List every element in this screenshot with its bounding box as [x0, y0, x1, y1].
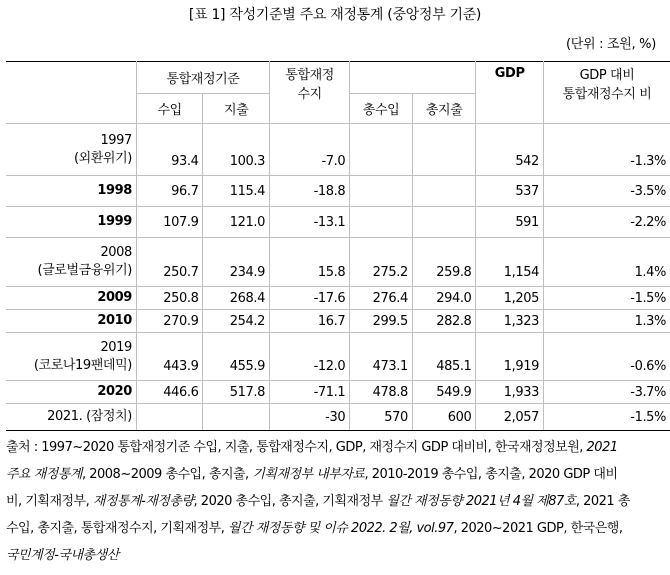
cell-total-expenditure	[412, 207, 476, 238]
source-text: , 2010-2019 총수입, 총지출, 2020 GDP 대비 비, 기획재정부,	[6, 467, 618, 509]
year-cell	[6, 176, 136, 207]
cell-gdp: 1,919	[476, 333, 544, 381]
source-title-italic: 월간 재정동향 및 이슈 2022. 2월, vol.97	[228, 521, 454, 536]
table-row	[6, 176, 670, 207]
cell-ratio: -1.5%	[543, 404, 670, 431]
year-sublabel: (글로벌금융위기)	[37, 263, 132, 278]
header-gdp-ratio	[543, 62, 670, 124]
cell-total-revenue	[350, 176, 413, 207]
cell-total-revenue	[350, 124, 413, 176]
source-text: , 2021 총수입, 총지출, 통합재정수지, 기획재정부,	[6, 494, 630, 536]
year-cell	[6, 404, 136, 431]
year-label: 2020	[97, 384, 132, 399]
cell-total-expenditure: 549.9	[412, 381, 476, 404]
table-row	[6, 333, 670, 381]
header-unified-basis: 통합재정기준	[136, 62, 269, 94]
cell-total-revenue: 275.2	[350, 238, 413, 287]
cell-balance: 15.8	[269, 238, 349, 287]
cell-total-revenue: 276.4	[350, 287, 413, 310]
source-text: , 2008~2009 총수입, 총지출,	[81, 467, 253, 482]
cell-gdp: 1,323	[476, 310, 544, 333]
cell-expenditure: 121.0	[203, 207, 270, 238]
source-title-italic: 월간 재정동향 2021년 4월 제87호	[386, 494, 576, 509]
header-revenue: 수입	[136, 94, 203, 124]
cell-ratio: -3.5%	[543, 176, 670, 207]
cell-gdp: 537	[476, 176, 544, 207]
cell-ratio: -1.3%	[543, 124, 670, 176]
header-balance-line1: 통합재정	[285, 68, 334, 83]
source-text: , 2020 총수입, 총지출, 기획재정부	[193, 494, 387, 509]
year-cell	[6, 207, 136, 238]
cell-gdp: 1,205	[476, 287, 544, 310]
year-label: 2009	[97, 290, 132, 305]
source-title-italic: 국민계정-국내총생산	[6, 548, 119, 563]
year-cell	[6, 238, 136, 287]
cell-gdp: 1,933	[476, 381, 544, 404]
year-cell	[6, 310, 136, 333]
header-total-revenue: 총수입	[350, 94, 413, 124]
cell-total-revenue: 473.1	[350, 333, 413, 381]
header-ratio-line1: GDP 대비	[579, 68, 635, 83]
cell-total-revenue: 299.5	[350, 310, 413, 333]
year-cell	[6, 381, 136, 404]
cell-ratio: -0.6%	[543, 333, 670, 381]
year-label: 1999	[97, 214, 132, 229]
year-label: 2019	[100, 339, 132, 355]
cell-ratio: -3.7%	[543, 381, 670, 404]
unit-label: (단위 : 조원, %)	[565, 37, 656, 52]
cell-total-revenue: 478.8	[350, 381, 413, 404]
header-empty-cell	[6, 62, 136, 124]
cell-expenditure: 254.2	[203, 310, 270, 333]
cell-revenue	[136, 404, 203, 431]
table-row	[6, 310, 670, 333]
cell-balance: -12.0	[269, 333, 349, 381]
header-expenditure: 지출	[203, 94, 270, 124]
cell-ratio: 1.4%	[543, 238, 670, 287]
fiscal-statistics-table	[6, 61, 670, 431]
cell-revenue: 443.9	[136, 333, 203, 381]
source-title-italic: 재정통계-재정총량	[92, 494, 194, 509]
cell-revenue: 93.4	[136, 124, 203, 176]
cell-balance: -13.1	[269, 207, 349, 238]
cell-expenditure: 517.8	[203, 381, 270, 404]
source-note	[6, 434, 630, 569]
header-ratio-line2: 통합재정수지 비	[562, 87, 652, 102]
cell-revenue: 96.7	[136, 176, 203, 207]
cell-total-revenue	[350, 207, 413, 238]
year-sublabel: (외환위기)	[73, 150, 132, 166]
cell-balance: -7.0	[269, 124, 349, 176]
year-cell	[6, 124, 136, 176]
table-row	[6, 381, 670, 404]
cell-total-revenue: 570	[350, 404, 413, 431]
cell-expenditure: 234.9	[203, 238, 270, 287]
table-body	[6, 124, 670, 431]
cell-total-expenditure: 485.1	[412, 333, 476, 381]
cell-gdp: 2,057	[476, 404, 544, 431]
cell-expenditure: 115.4	[203, 176, 270, 207]
year-label: 1997	[100, 132, 132, 148]
cell-gdp: 542	[476, 124, 544, 176]
cell-total-expenditure: 282.8	[412, 310, 476, 333]
table-row	[6, 124, 670, 176]
table-row	[6, 238, 670, 287]
cell-revenue: 107.9	[136, 207, 203, 238]
year-label: 2021. (잠정치)	[47, 409, 132, 424]
cell-gdp: 1,154	[476, 238, 544, 287]
header-total-expenditure: 총지출	[412, 94, 476, 124]
table-row	[6, 287, 670, 310]
year-cell	[6, 287, 136, 310]
cell-balance: -18.8	[269, 176, 349, 207]
cell-balance: -17.6	[269, 287, 349, 310]
year-label: 2010	[97, 313, 132, 328]
table-row	[6, 404, 670, 431]
year-label: 1998	[97, 183, 132, 198]
cell-revenue: 270.9	[136, 310, 203, 333]
year-label: 2008	[100, 245, 132, 260]
source-text: 출처 : 1997~2020 통합재정기준 수입, 지출, 통합재정수지, GDP, 재정수지 GDP 대비비, 한국재정정보원,	[6, 440, 587, 455]
cell-total-expenditure: 600	[412, 404, 476, 431]
cell-expenditure	[203, 404, 270, 431]
year-cell	[6, 333, 136, 381]
cell-expenditure: 268.4	[203, 287, 270, 310]
cell-ratio: 1.3%	[543, 310, 670, 333]
source-text: , 2020~2021 GDP, 한국은행,	[453, 521, 623, 536]
cell-ratio: -1.5%	[543, 287, 670, 310]
cell-balance: 16.7	[269, 310, 349, 333]
cell-ratio: -2.2%	[543, 207, 670, 238]
cell-total-expenditure	[412, 124, 476, 176]
cell-total-expenditure: 259.8	[412, 238, 476, 287]
cell-expenditure: 100.3	[203, 124, 270, 176]
header-balance-line2: 수지	[297, 87, 322, 102]
header-empty-cell	[350, 62, 476, 94]
cell-total-expenditure	[412, 176, 476, 207]
cell-gdp: 591	[476, 207, 544, 238]
table-title: [표 1] 작성기준별 주요 재정통계 (중앙정부 기준)	[188, 7, 482, 23]
source-title-italic: 기획재정부 내부자료	[252, 467, 365, 482]
cell-revenue: 250.7	[136, 238, 203, 287]
header-gdp: GDP	[476, 62, 544, 124]
header-unified-balance	[269, 62, 349, 124]
year-sublabel: (코로나19팬데믹)	[33, 357, 132, 373]
cell-balance: -71.1	[269, 381, 349, 404]
source-title-italic: 2021 주요 재정통계	[6, 440, 618, 482]
cell-expenditure: 455.9	[203, 333, 270, 381]
cell-revenue: 250.8	[136, 287, 203, 310]
cell-revenue: 446.6	[136, 381, 203, 404]
cell-balance: -30	[269, 404, 349, 431]
cell-total-expenditure: 294.0	[412, 287, 476, 310]
table-row	[6, 207, 670, 238]
